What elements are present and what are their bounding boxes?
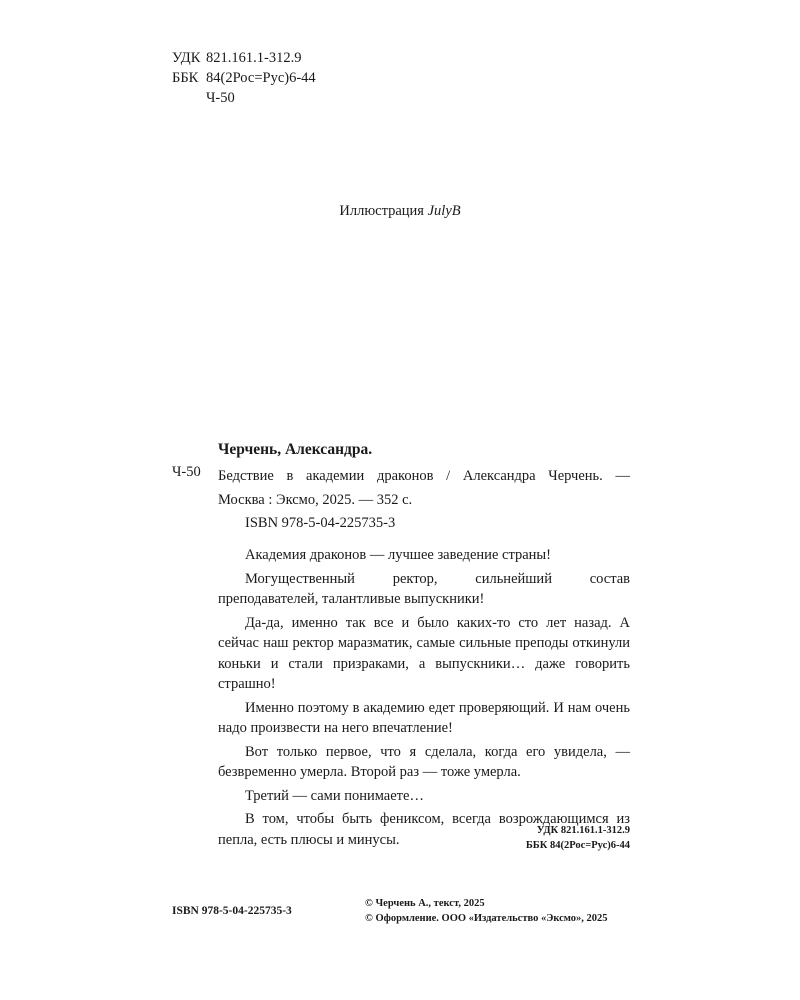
annotation-paragraph: Академия драконов — лучшее заведение страны! bbox=[245, 547, 551, 563]
footer-bbk: ББК 84(2Рос=Рус)6-44 bbox=[525, 840, 630, 851]
annotation bbox=[218, 545, 630, 850]
bbk-label: ББК bbox=[172, 70, 199, 86]
udk-label: УДК bbox=[172, 50, 201, 66]
title-line-2: Москва : Эксмо, 2025. — 352 с. bbox=[218, 492, 413, 508]
author-sign: Ч-50 bbox=[206, 90, 235, 106]
annotation-paragraph: Именно поэтому в академию едет проверяющий. И нам очень надо произвести на него впечатление! bbox=[218, 699, 630, 736]
classification-codes bbox=[172, 48, 316, 108]
title-line-1: Бедствие в академии драконов / Александра Черчень. — bbox=[218, 468, 630, 484]
udk-value: 821.161.1-312.9 bbox=[206, 50, 302, 66]
copyright-design: © Оформление. ООО «Издательство «Эксмо», 2025 bbox=[365, 913, 608, 924]
catalog-cipher: Ч-50 bbox=[172, 464, 201, 480]
bbk-value: 84(2Рос=Рус)6-44 bbox=[206, 70, 316, 86]
author-heading: Черчень, Александра. bbox=[218, 441, 373, 458]
illustration-label: Иллюстрация bbox=[339, 203, 424, 219]
footer-classification bbox=[440, 823, 630, 853]
bbk-row bbox=[172, 68, 316, 88]
footer-isbn: ISBN 978-5-04-225735-3 bbox=[172, 905, 292, 917]
annotation-paragraph: Могущественный ректор, сильнейший состав преподавателей, талантливые выпускники! bbox=[218, 570, 630, 607]
udk-row bbox=[172, 48, 316, 68]
footer-udk: УДК 821.161.1-312.9 bbox=[536, 825, 630, 836]
annotation-paragraph: Вот только первое, что я сделала, когда его увидела, — безвременно умерла. Второй раз — тоже умерла. bbox=[218, 743, 630, 780]
annotation-paragraph: В том, чтобы быть фениксом, всегда возрождающимся из пепла, есть плюсы и минусы. bbox=[218, 811, 630, 848]
catalog-isbn: ISBN 978-5-04-225735-3 bbox=[245, 515, 396, 531]
copyright-block bbox=[365, 896, 608, 926]
illustration-credit bbox=[0, 203, 800, 220]
illustration-artist: JulyB bbox=[427, 203, 461, 219]
copyright-text: © Черчень А., текст, 2025 bbox=[365, 898, 485, 909]
annotation-paragraph: Да-да, именно так все и было каких-то сто лет назад. А сейчас наш ректор маразматик, самые сильные преподы откинули коньки и стали призраками, а выпускники… даже говорить страшно! bbox=[218, 614, 630, 692]
annotation-paragraph: Третий — сами понимаете… bbox=[245, 787, 424, 804]
bibliographic-description bbox=[218, 464, 630, 512]
